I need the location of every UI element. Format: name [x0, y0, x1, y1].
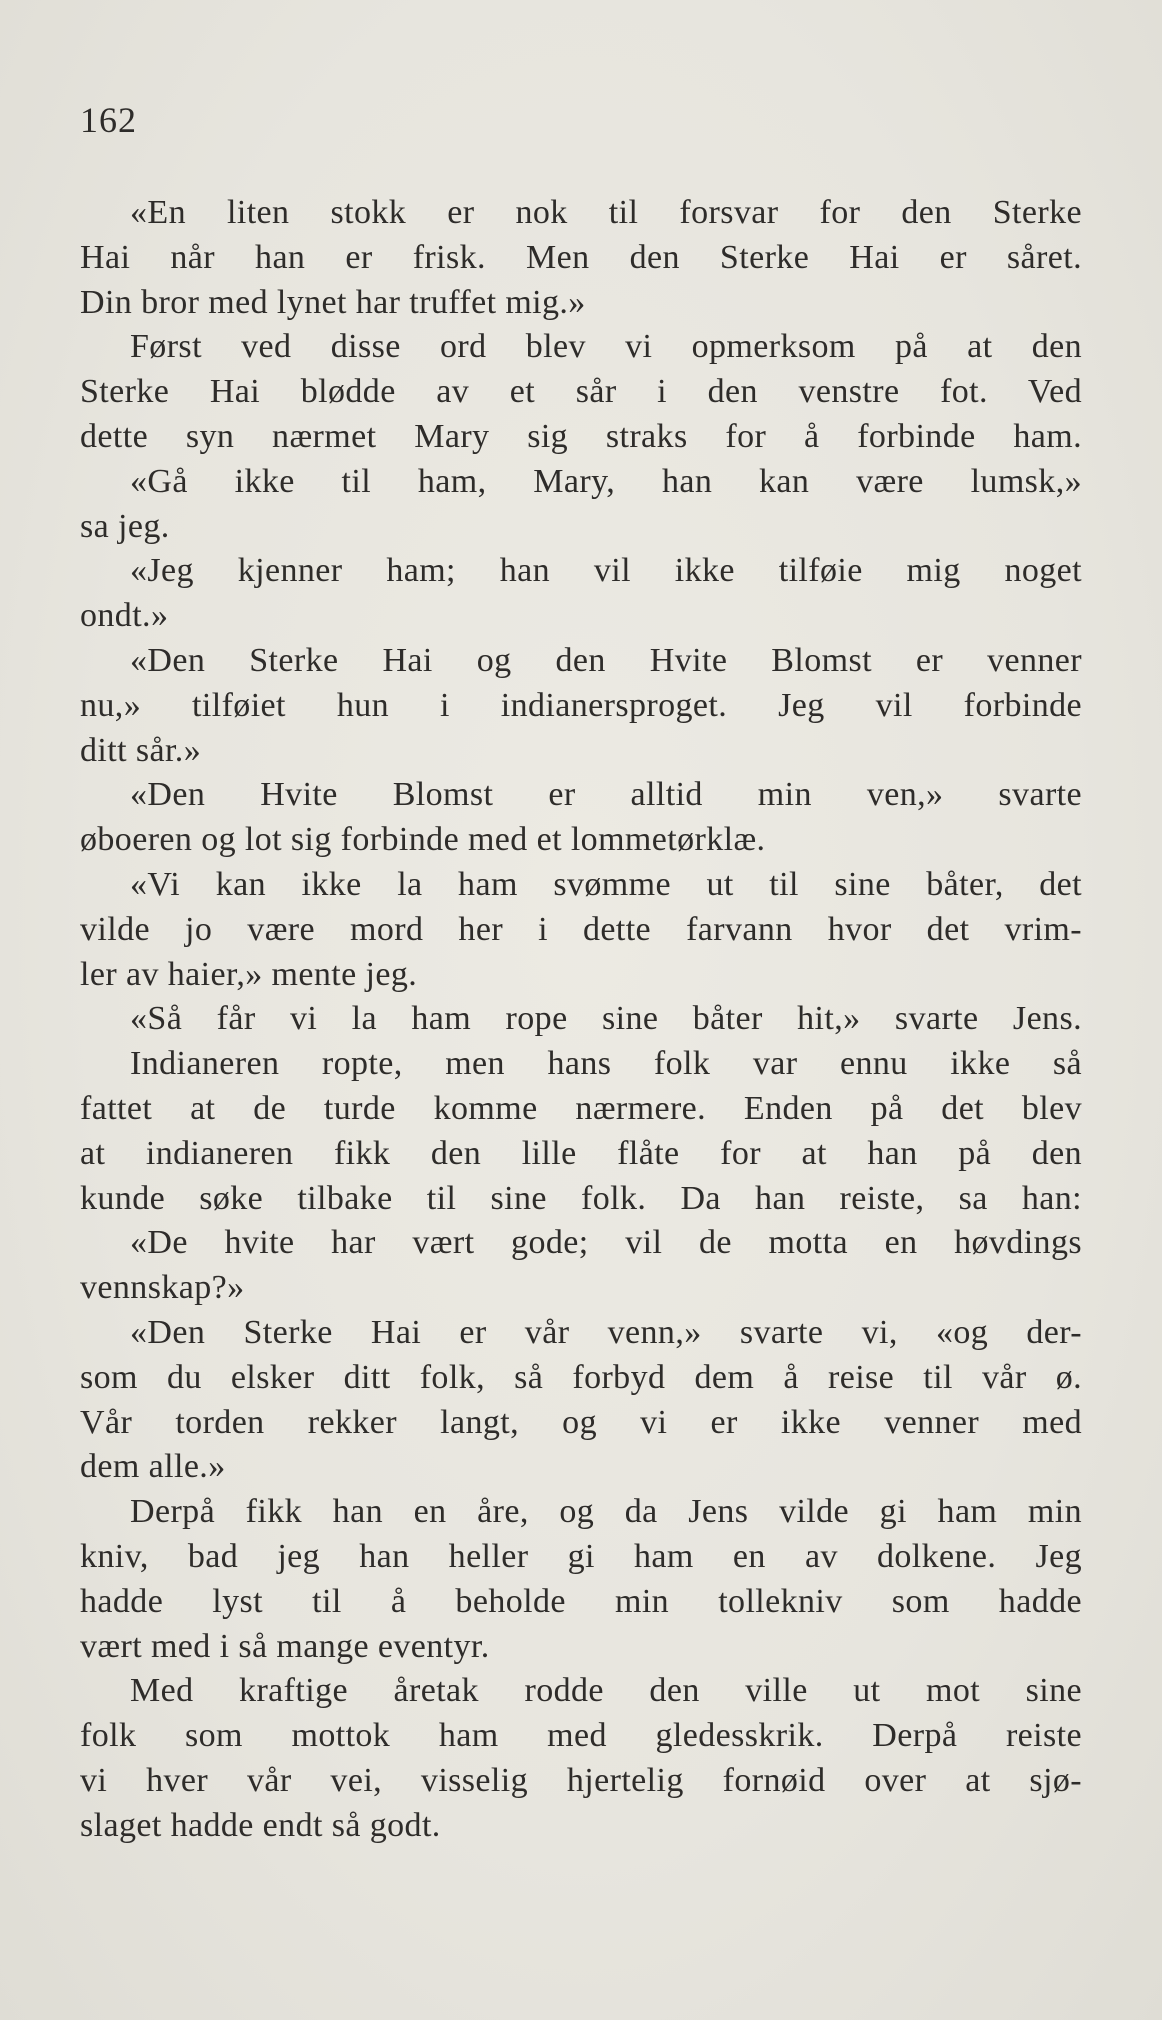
- text-line: slaget hadde endt så godt.: [80, 1806, 441, 1844]
- text-line: vi hver vår vei, visselig hjertelig fornøid over at sjø-: [80, 1761, 1082, 1799]
- text-line: kniv, bad jeg han heller gi ham en av dolkene. Jeg: [80, 1537, 1082, 1575]
- text-line: «De hvite har vært gode; vil de motta en høvdings: [130, 1224, 1082, 1262]
- text-line: ondt.»: [80, 597, 169, 635]
- text-line: «Den Sterke Hai og den Hvite Blomst er venner: [130, 641, 1082, 679]
- text-line: «Den Sterke Hai er vår venn,» svarte vi, «og der-: [130, 1313, 1082, 1351]
- text-line: Din bror med lynet har truffet mig.»: [80, 283, 586, 321]
- text-line: «En liten stokk er nok til forsvar for den Sterke: [130, 194, 1082, 231]
- text-line: Sterke Hai blødde av et sår i den venstre fot. Ved: [80, 373, 1082, 411]
- text-line: ler av haier,» mente jeg.: [80, 955, 418, 993]
- text-line: Med kraftige åretak rodde den ville ut mot sine: [130, 1672, 1082, 1710]
- text-line: «Så får vi la ham rope sine båter hit,» svarte Jens.: [130, 1000, 1082, 1038]
- text-line: Derpå fikk han en åre, og da Jens vilde gi ham min: [130, 1493, 1082, 1531]
- text-line: vennskap?»: [80, 1269, 245, 1307]
- text-line: vært med i så mange eventyr.: [80, 1627, 490, 1665]
- text-line: Først ved disse ord blev vi opmerksom på at den: [130, 328, 1082, 366]
- page-number: 162: [80, 100, 137, 140]
- text-line: dette syn nærmet Mary sig straks for å forbinde ham.: [80, 417, 1082, 455]
- body-text: [80, 191, 1082, 1848]
- text-line: ditt sår.»: [80, 731, 202, 769]
- text-line: «Jeg kjenner ham; han vil ikke tilføie mig noget: [130, 552, 1082, 590]
- text-line: «Gå ikke til ham, Mary, han kan være lumsk,»: [130, 462, 1082, 500]
- text-line: Hai når han er frisk. Men den Sterke Hai er såret.: [80, 238, 1082, 276]
- text-line: Indianeren ropte, men hans folk var ennu ikke så: [130, 1045, 1082, 1083]
- text-line: vilde jo være mord her i dette farvann hvor det vrim-: [80, 910, 1082, 948]
- text-line: «Vi kan ikke la ham svømme ut til sine båter, det: [130, 865, 1082, 903]
- text-line: at indianeren fikk den lille flåte for at han på den: [80, 1134, 1082, 1172]
- text-line: øboeren og lot sig forbinde med et lommetørklæ.: [80, 821, 766, 859]
- text-line: fattet at de turde komme nærmere. Enden på det blev: [80, 1089, 1082, 1127]
- text-line: sa jeg.: [80, 507, 170, 545]
- text-line: «Den Hvite Blomst er alltid min ven,» svarte: [130, 776, 1082, 814]
- text-line: kunde søke tilbake til sine folk. Da han reiste, sa han:: [80, 1179, 1082, 1217]
- text-line: Vår torden rekker langt, og vi er ikke venner med: [80, 1403, 1082, 1441]
- text-line: som du elsker ditt folk, så forbyd dem å reise til vår ø.: [80, 1358, 1082, 1396]
- text-line: hadde lyst til å beholde min tollekniv som hadde: [80, 1582, 1082, 1620]
- text-line: folk som mottok ham med gledesskrik. Derpå reiste: [80, 1717, 1082, 1755]
- text-line: nu,» tilføiet hun i indianersproget. Jeg vil forbinde: [80, 686, 1082, 724]
- text-line: dem alle.»: [80, 1448, 226, 1486]
